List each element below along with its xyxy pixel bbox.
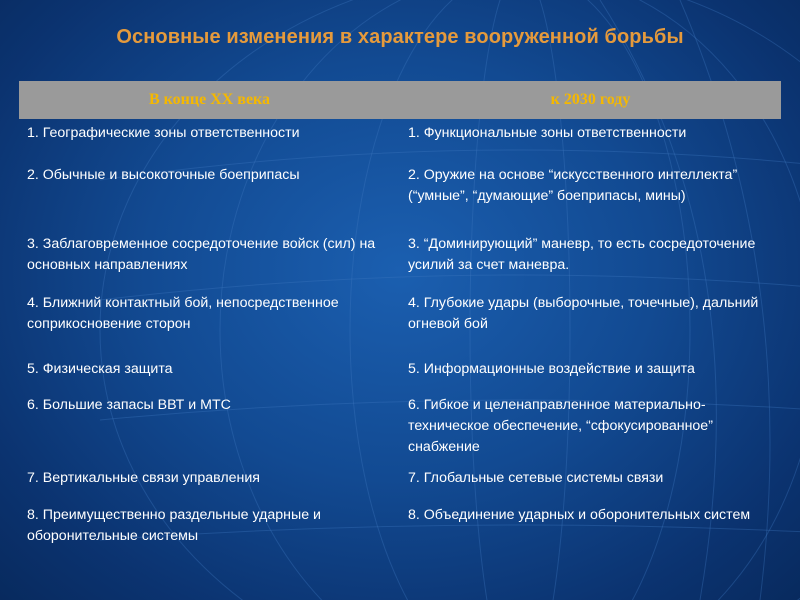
table-row [19,161,781,230]
table-cell-before: 8. Преимущественно раздельные ударные и оборонительные системы [27,507,321,544]
table-cell-before: 3. Заблаговременное сосредоточение войск (сил) на основных направлениях [27,236,376,273]
page-title: Основные изменения в характере вооруженной борьбы [116,26,684,48]
table-row [19,119,781,161]
table-cell-before: 1. Географические зоны ответственности [27,125,300,141]
table-cell-after: 7. Глобальные сетевые системы связи [408,470,664,486]
table-row [19,355,781,391]
comparison-table-container [19,81,781,551]
table-cell-after: 1. Функциональные зоны ответственности [408,125,687,141]
header-by-2030: к 2030 году [400,81,781,119]
table-cell-after: 8. Объединение ударных и оборонительных систем [408,507,751,523]
table-cell-before: 2. Обычные и высокоточные боеприпасы [27,167,300,183]
table-cell-after: 5. Информационные воздействие и защита [408,361,695,377]
table-row [19,501,781,551]
table-cell-before: 4. Ближний контактный бой, непосредственное соприкосновение сторон [27,295,339,332]
header-late-20th-century: В конце XX века [19,81,400,119]
table-row [19,464,781,501]
table-row [19,391,781,464]
table-cell-after: 4. Глубокие удары (выборочные, точечные), дальний огневой бой [408,295,759,332]
table-cell-after: 3. “Доминирующий” маневр, то есть сосредоточение усилий за счет маневра. [408,236,756,273]
table-row [19,230,781,289]
comparison-table [19,81,781,551]
table-header-row [19,81,781,119]
table-cell-before: 7. Вертикальные связи управления [27,470,260,486]
table-cell-after: 6. Гибкое и целенаправленное материально-техническое обеспечение, “сфокусированное” снабжение [408,397,713,455]
table-cell-before: 6. Большие запасы ВВТ и МТС [27,397,231,413]
table-row [19,289,781,355]
table-cell-before: 5. Физическая защита [27,361,173,377]
table-cell-after: 2. Оружие на основе “искусственного интеллекта” (“умные”, “думающие” боеприпасы, мины) [408,167,738,204]
